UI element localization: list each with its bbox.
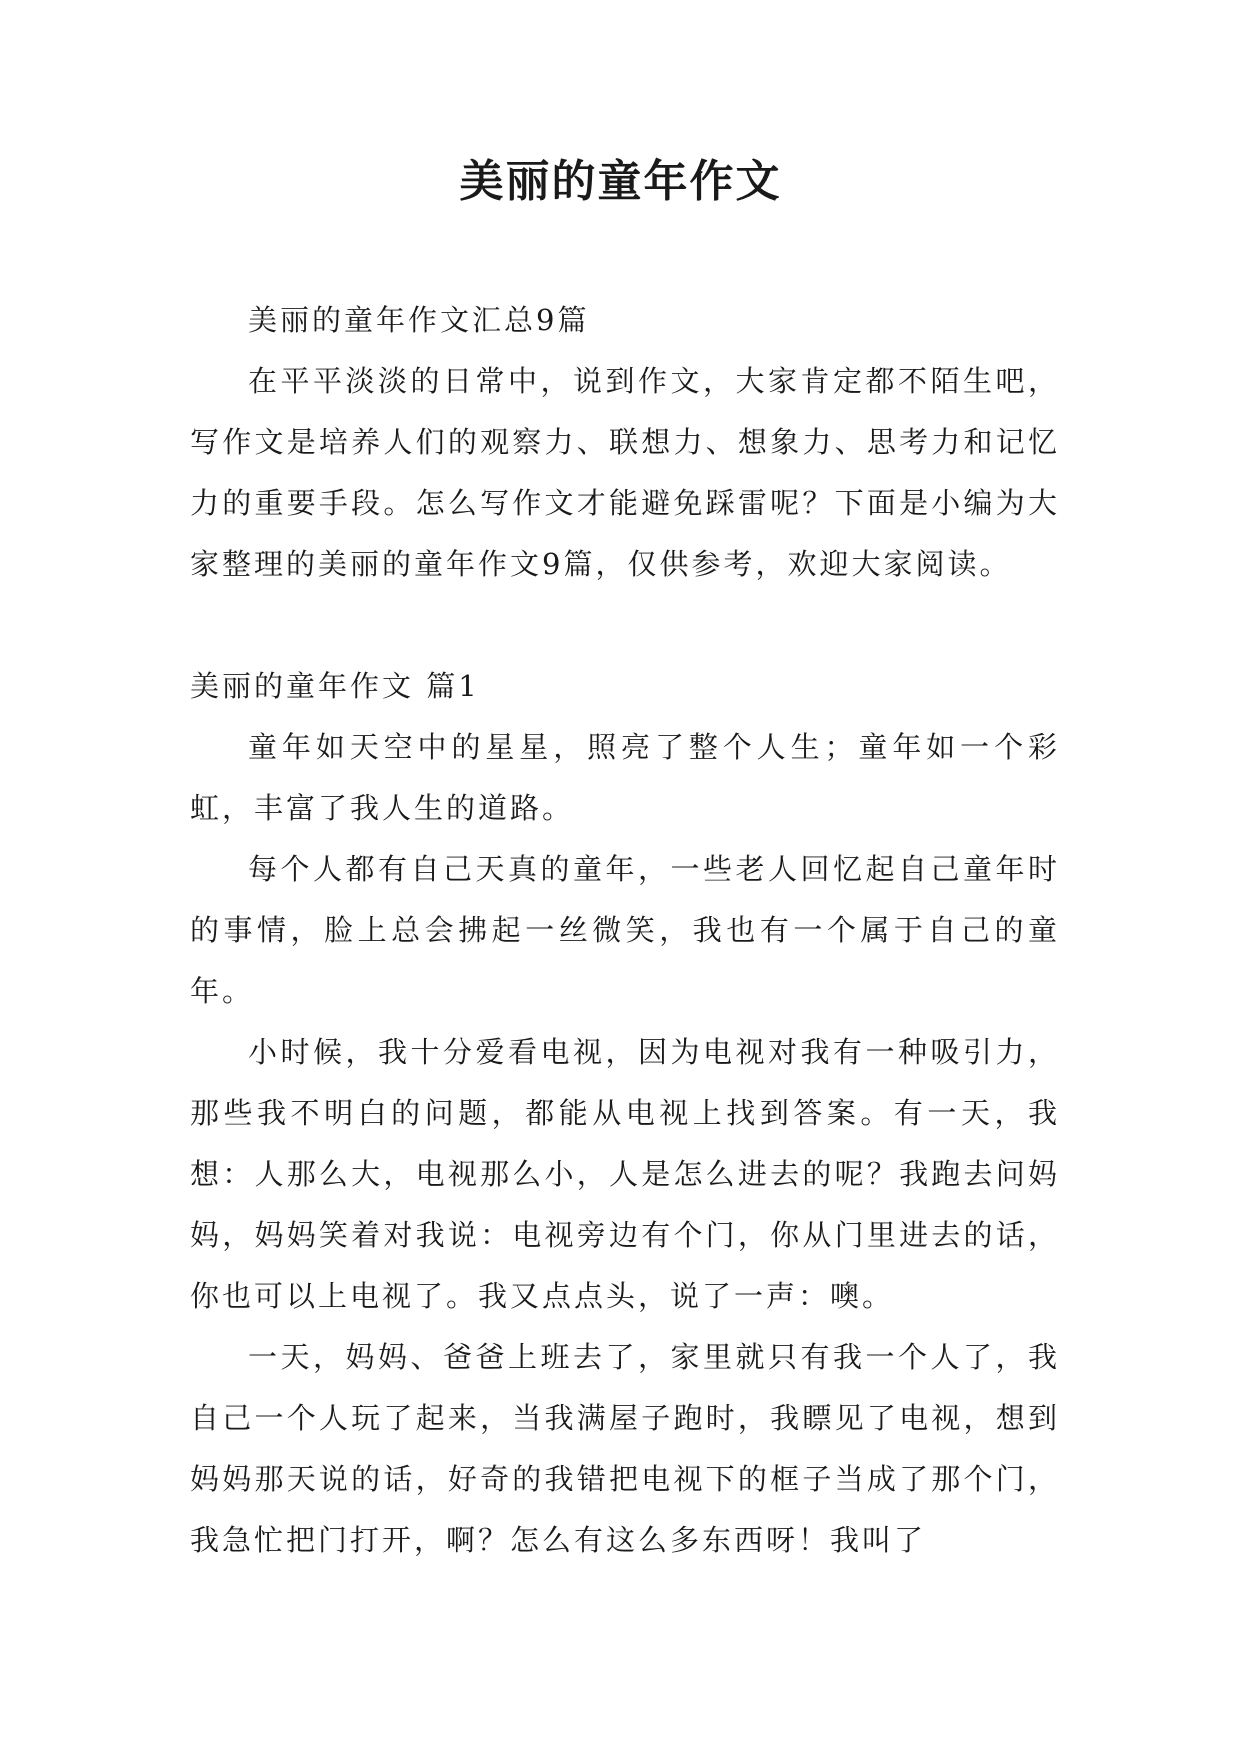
body-paragraph: 每个人都有自己天真的童年，一些老人回忆起自己童年时的事情，脸上总会拂起一丝微笑，我也有一个属于自己的童年。	[190, 852, 1060, 1008]
summary-line: 美丽的童年作文汇总9篇	[248, 303, 590, 337]
paragraph-spacer	[190, 595, 1060, 656]
section-heading: 美丽的童年作文 篇1	[190, 669, 480, 703]
document-title: 美丽的童年作文	[459, 156, 782, 207]
body-paragraph: 小时候，我十分爱看电视，因为电视对我有一种吸引力，那些我不明白的问题，都能从电视上找到答案。有一天，我想：人那么大，电视那么小，人是怎么进去的呢？我跑去问妈妈，妈妈笑着对我说：电视旁边有个门，你从门里进去的话，你也可以上电视了。我又点点头，说了一声：噢。	[190, 1035, 1060, 1313]
document-body	[190, 290, 1060, 1571]
intro-paragraph: 在平平淡淡的日常中，说到作文，大家肯定都不陌生吧，写作文是培养人们的观察力、联想力、想象力、思考力和记忆力的重要手段。怎么写作文才能避免踩雷呢？下面是小编为大家整理的美丽的童年作文9篇，仅供参考，欢迎大家阅读。	[190, 364, 1060, 581]
body-paragraph: 童年如天空中的星星，照亮了整个人生；童年如一个彩虹，丰富了我人生的道路。	[190, 730, 1060, 825]
body-paragraph: 一天，妈妈、爸爸上班去了，家里就只有我一个人了，我自己一个人玩了起来，当我满屋子跑时，我瞟见了电视，想到妈妈那天说的话，好奇的我错把电视下的框子当成了那个门，我急忙把门打开，啊？怎么有这么多东西呀！我叫了	[190, 1340, 1060, 1557]
